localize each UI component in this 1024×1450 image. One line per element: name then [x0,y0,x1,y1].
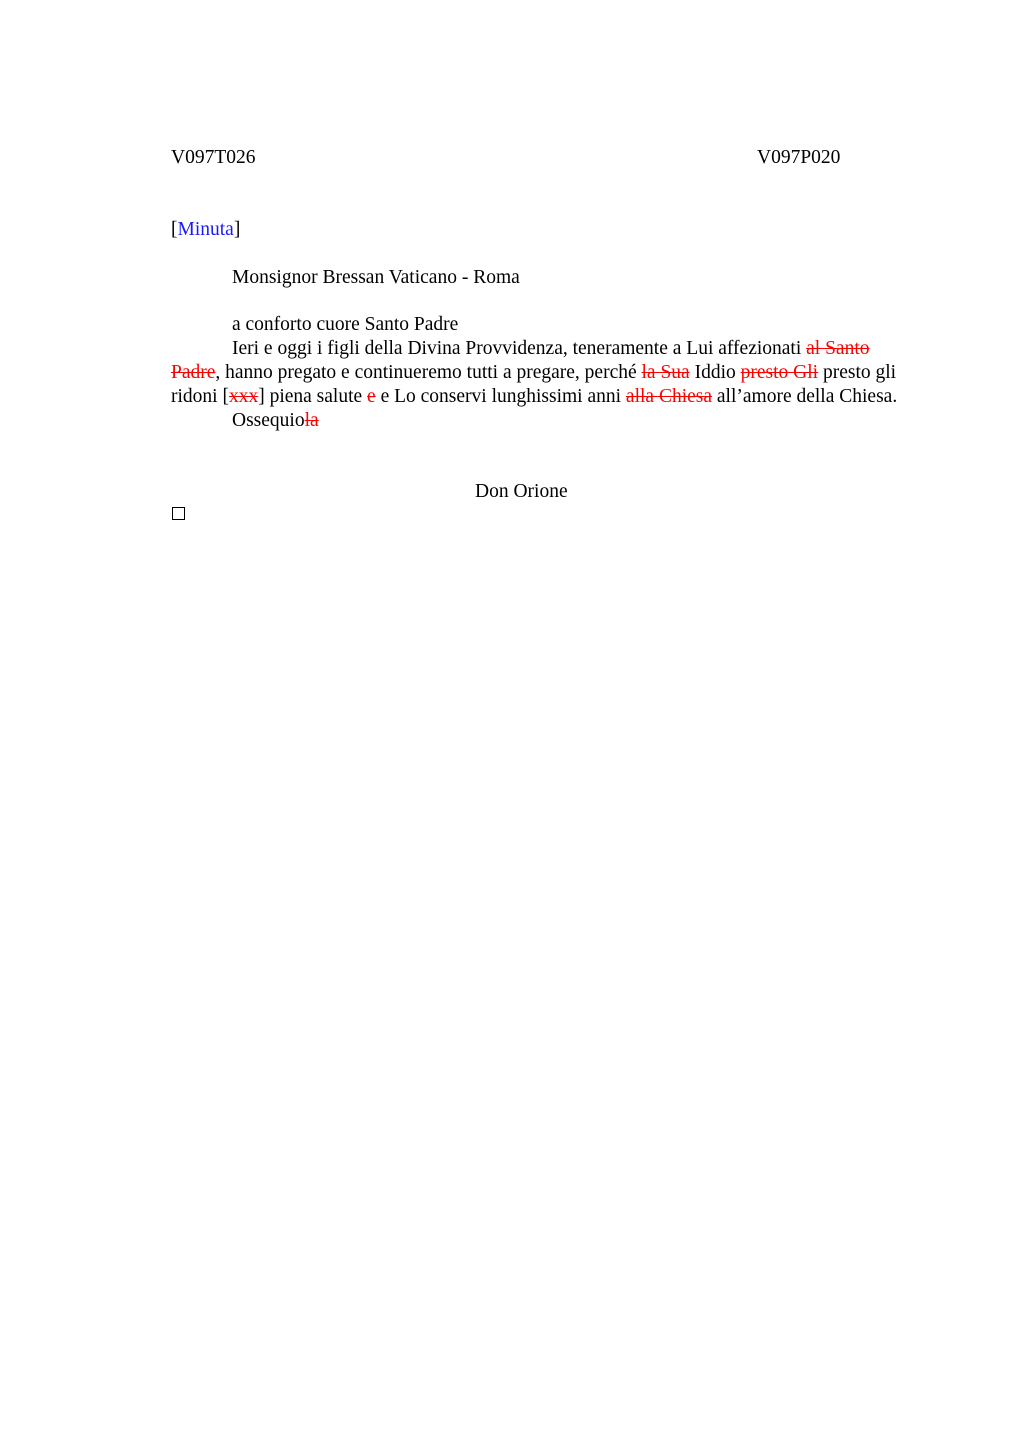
text-segment: , hanno pregato e continueremo tutti a pregare, perché [215,362,642,383]
minuta-label [171,218,240,242]
body-paragraph-2 [171,337,916,409]
letter-body [171,313,916,433]
text-segment: Iddio [689,362,741,383]
text-segment: Ieri e oggi i figli della Divina Provvidenza, teneramente a Lui affezionati [232,338,807,359]
deleted-text: xxx [228,386,259,407]
text-segment: presto gli ridoni [ [171,362,897,407]
text-segment: e Lo conservi lunghissimi anni [375,386,626,407]
open-bracket: [ [171,219,178,240]
body-paragraph-3 [171,409,916,433]
empty-square-icon [172,507,185,520]
document-code-left: V097T026 [171,147,256,168]
text-segment: ] piena salute [258,386,368,407]
deleted-text: la Sua [641,362,690,383]
body-line-1 [171,313,916,337]
deleted-text: presto Gli [740,362,819,383]
text-segment: Ossequio [232,410,305,431]
text-segment: all’amore della Chiesa. [712,386,898,407]
deleted-text: alla Chiesa [625,386,713,407]
addressee-line: Monsignor Bressan Vaticano - Roma [232,267,520,288]
minuta-text: Minuta [177,219,234,240]
deleted-text: la [304,410,319,431]
body-line-1-text: a conforto cuore Santo Padre [232,314,459,335]
signature: Don Orione [475,481,568,502]
deleted-text: al Santo Padre [171,338,870,383]
document-code-right: V097P020 [757,147,841,168]
deleted-text: e [367,386,376,407]
close-bracket: ] [233,219,241,240]
